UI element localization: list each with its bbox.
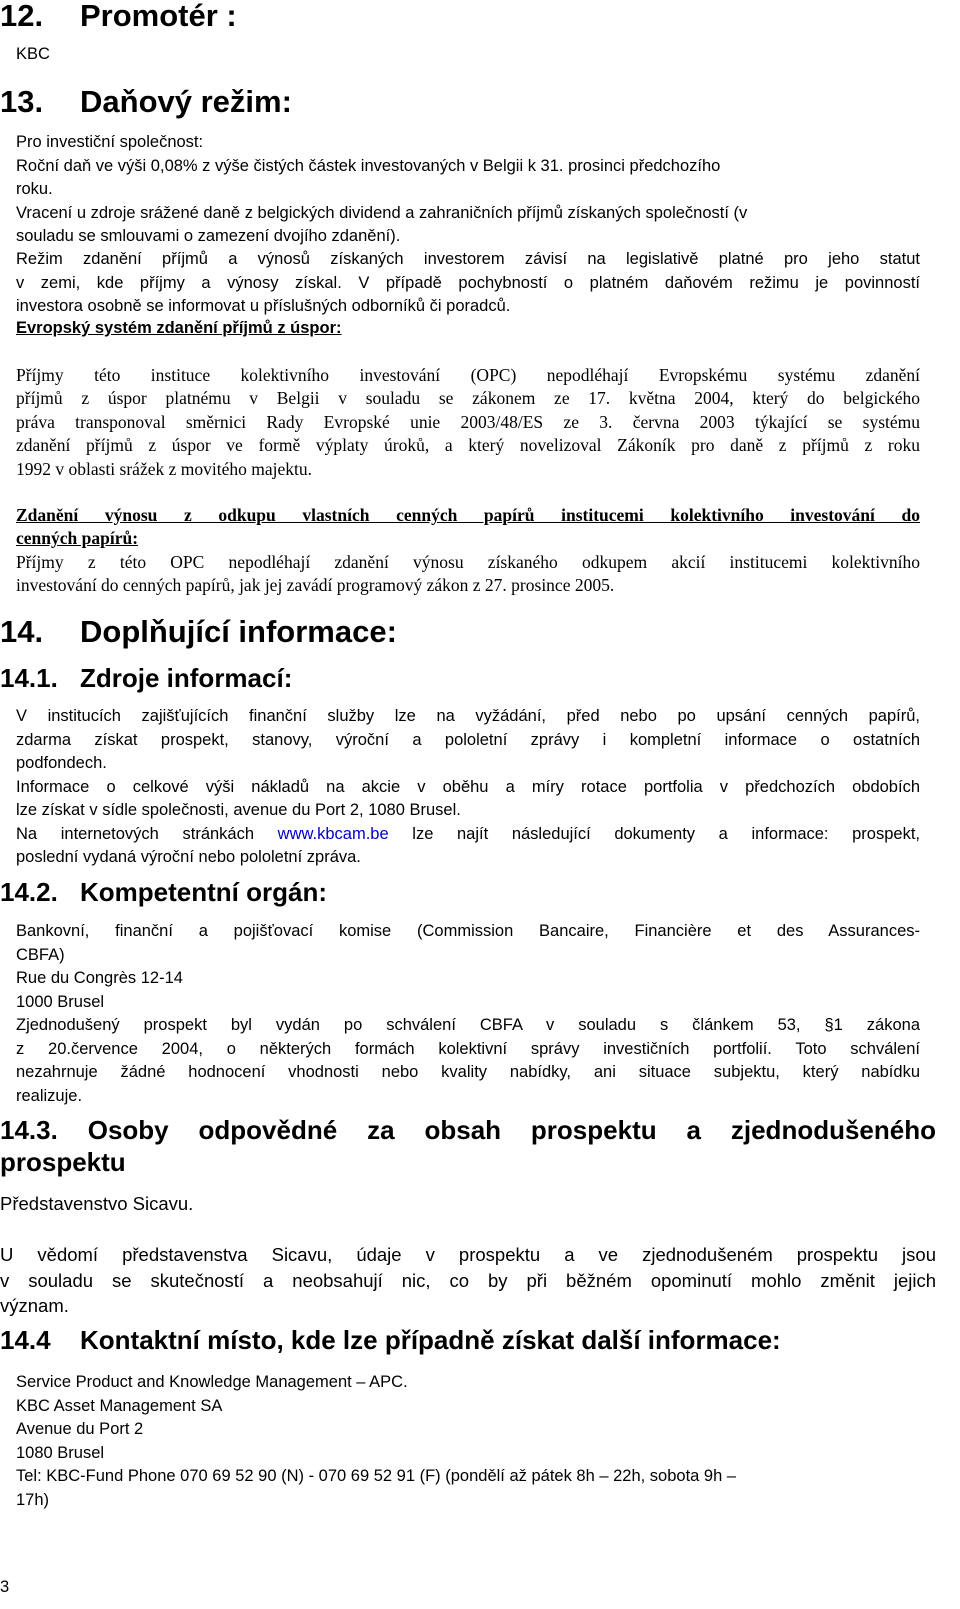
buyback-tax-paragraph: [16, 551, 920, 598]
text-fragment: lze najít následující dokumenty a informace: prospekt,: [412, 824, 920, 843]
section-14-3-title-line: 14.3. Osoby odpovědné za obsah prospektu a zjednodušeného: [0, 1115, 936, 1145]
section-14-2-heading: [0, 879, 327, 905]
text-line: Avenue du Port 2: [16, 1420, 144, 1438]
text-line: [16, 823, 920, 847]
eu-savings-heading-text: Evropský systém zdanění příjmů z úspor:: [16, 319, 342, 337]
text-line: v zemi, kde příjmy a výnosy získal. V případě pochybností o platném daňovém režimu je povinností: [16, 273, 920, 292]
section-14-2-title: Kompetentní orgán:: [80, 877, 327, 907]
text-line: 17h): [16, 1490, 50, 1509]
text-line: význam.: [0, 1295, 69, 1316]
text-line: 1992 v oblasti srážek z movitého majektu.: [16, 458, 312, 479]
section-14-heading: [0, 616, 397, 647]
text-line: zdarma získat prospekt, stanovy, výroční a pololetní zprávy i kompletní informace o ostatních: [16, 730, 920, 749]
section-14-4-number: 14.4: [0, 1325, 51, 1355]
section-13-title: Daňový režim:: [80, 84, 292, 119]
text-line: investora osobně se informovat u příslušných odborníků či poradců.: [16, 297, 511, 315]
tax-investor-paragraph: [16, 248, 920, 319]
text-line: Zjednodušený prospekt byl vydán po schválení CBFA v souladu s článkem 53, §1 zákona: [16, 1016, 920, 1034]
text-line: Režim zdanění příjmů a výnosů získaných investorem závisí na legislativě platné pro jeho statut: [16, 250, 920, 268]
text-line: poslední vydaná výroční nebo pololetní zpráva.: [16, 848, 361, 866]
text-line: lze získat v sídle společnosti, avenue du Port 2, 1080 Brusel.: [16, 801, 461, 819]
kbcam-website-link[interactable]: www.kbcam.be: [277, 824, 389, 843]
section-14-number: 14.: [0, 614, 44, 649]
text-line: realizuje.: [16, 1086, 83, 1105]
section-12-heading: [0, 0, 237, 31]
section-14-1-heading: [0, 665, 292, 691]
text-line: v souladu se skutečností a neobsahují nic, co by při běžném opominutí mohlo změnit jejich: [0, 1269, 936, 1291]
section-14-3-title-line: prospektu: [0, 1147, 126, 1177]
text-line: 1000 Brusel: [16, 992, 105, 1011]
text-line: Zdanění výnosu z odkupu vlastních cenných papírů institucemi kolektivního investování do: [16, 505, 920, 525]
text-line: souladu se smlouvami o zamezení dvojího zdanění).: [16, 227, 401, 245]
page-number: 3: [0, 1578, 10, 1596]
section-13-heading: [0, 86, 292, 117]
text-line: nezahrnuje žádné hodnocení vhodnosti nebo kvality nabídky, ani situace subjektu, který nabídku: [16, 1063, 920, 1081]
buyback-tax-heading: [16, 504, 920, 551]
text-line: Vracení u zdroje srážené daně z belgických dividend a zahraničních příjmů získaných společností (v: [16, 203, 748, 222]
text-line: KBC Asset Management SA: [16, 1396, 223, 1415]
text-line: Příjmy z této OPC nepodléhají zdanění výnosu získaného odkupem akcií institucemi kolektivního: [16, 552, 920, 572]
text-line: příjmů z úspor platnému v Belgii v souladu se zákonem ze 17. května 2004, který do belgického: [16, 388, 920, 409]
contact-block: [16, 1371, 920, 1512]
text-line: práva transponoval směrnici Rady Evropské unie 2003/48/ES ze 3. června 2003 týkající se systému: [16, 411, 920, 432]
competent-authority-paragraph: [16, 920, 920, 1108]
section-14-3-heading: [0, 1114, 936, 1178]
section-14-4-title: Kontaktní místo, kde lze případně získat další informace:: [80, 1325, 781, 1355]
text-line: podfondech.: [16, 754, 107, 772]
section-12-number: 12.: [0, 0, 44, 33]
board-paragraph: Představenstvo Sicavu.: [0, 1193, 194, 1214]
text-line: Rue du Congrès 12-14: [16, 969, 183, 987]
text-line: Roční daň ve výši 0,08% z výše čistých částek investovaných v Belgii k 31. prosinci předchozího: [16, 156, 721, 175]
section-14-title: Doplňující informace:: [80, 614, 397, 649]
text-line: Příjmy této instituce kolektivního investování (OPC) nepodléhají Evropskému systému zdanění: [16, 365, 920, 385]
text-line: 1080 Brusel: [16, 1443, 105, 1462]
tax-investment-company-paragraph: [16, 131, 920, 249]
text-line: roku.: [16, 180, 53, 198]
text-line: CBFA): [16, 945, 65, 964]
section-14-1-number: 14.1.: [0, 663, 58, 693]
text-line: U vědomí představenstva Sicavu, údaje v prospektu a ve zjednodušeném prospektu jsou: [0, 1244, 936, 1265]
text-line: z 20.července 2004, o některých formách kolektivní správy investičních portfolií. Toto schválení: [16, 1039, 920, 1058]
responsibility-paragraph: [0, 1242, 936, 1319]
text-fragment: Na internetových stránkách: [16, 824, 255, 843]
text-line: cenných papírů:: [16, 528, 139, 549]
eu-savings-paragraph: [16, 364, 920, 481]
text-line: Pro investiční společnost:: [16, 133, 204, 151]
text-line: Bankovní, finanční a pojišťovací komise (Commission Bancaire, Financière et des Assurances-: [16, 922, 920, 940]
text-line: zdanění příjmů z úspor ve formě výplaty úroků, a který novelizoval Zákoník pro daně z příjmů z roku: [16, 435, 920, 456]
section-14-2-number: 14.2.: [0, 877, 58, 907]
text-line: V institucích zajišťujících finanční služby lze na vyžádání, před nebo po upsání cenných papírů,: [16, 707, 920, 725]
section-14-1-title: Zdroje informací:: [80, 663, 293, 693]
eu-savings-heading: [16, 317, 920, 341]
promoter-name: KBC: [16, 45, 50, 63]
section-12-title: Promotér :: [80, 0, 237, 33]
text-line: investování do cenných papírů, jak jej zavádí programový zákon z 27. prosince 2005.: [16, 575, 615, 596]
section-14-4-heading: [0, 1327, 781, 1353]
text-line: Informace o celkové výši nákladů na akcie v oběhu a míry rotace portfolia v předchozích obdobích: [16, 777, 920, 796]
section-13-number: 13.: [0, 84, 44, 119]
text-line: Tel: KBC-Fund Phone 070 69 52 90 (N) - 070 69 52 91 (F) (pondělí až pátek 8h – 22h, sobota 9h –: [16, 1467, 737, 1485]
text-line: Service Product and Knowledge Management – APC.: [16, 1373, 408, 1391]
information-sources-paragraph: [16, 705, 920, 870]
